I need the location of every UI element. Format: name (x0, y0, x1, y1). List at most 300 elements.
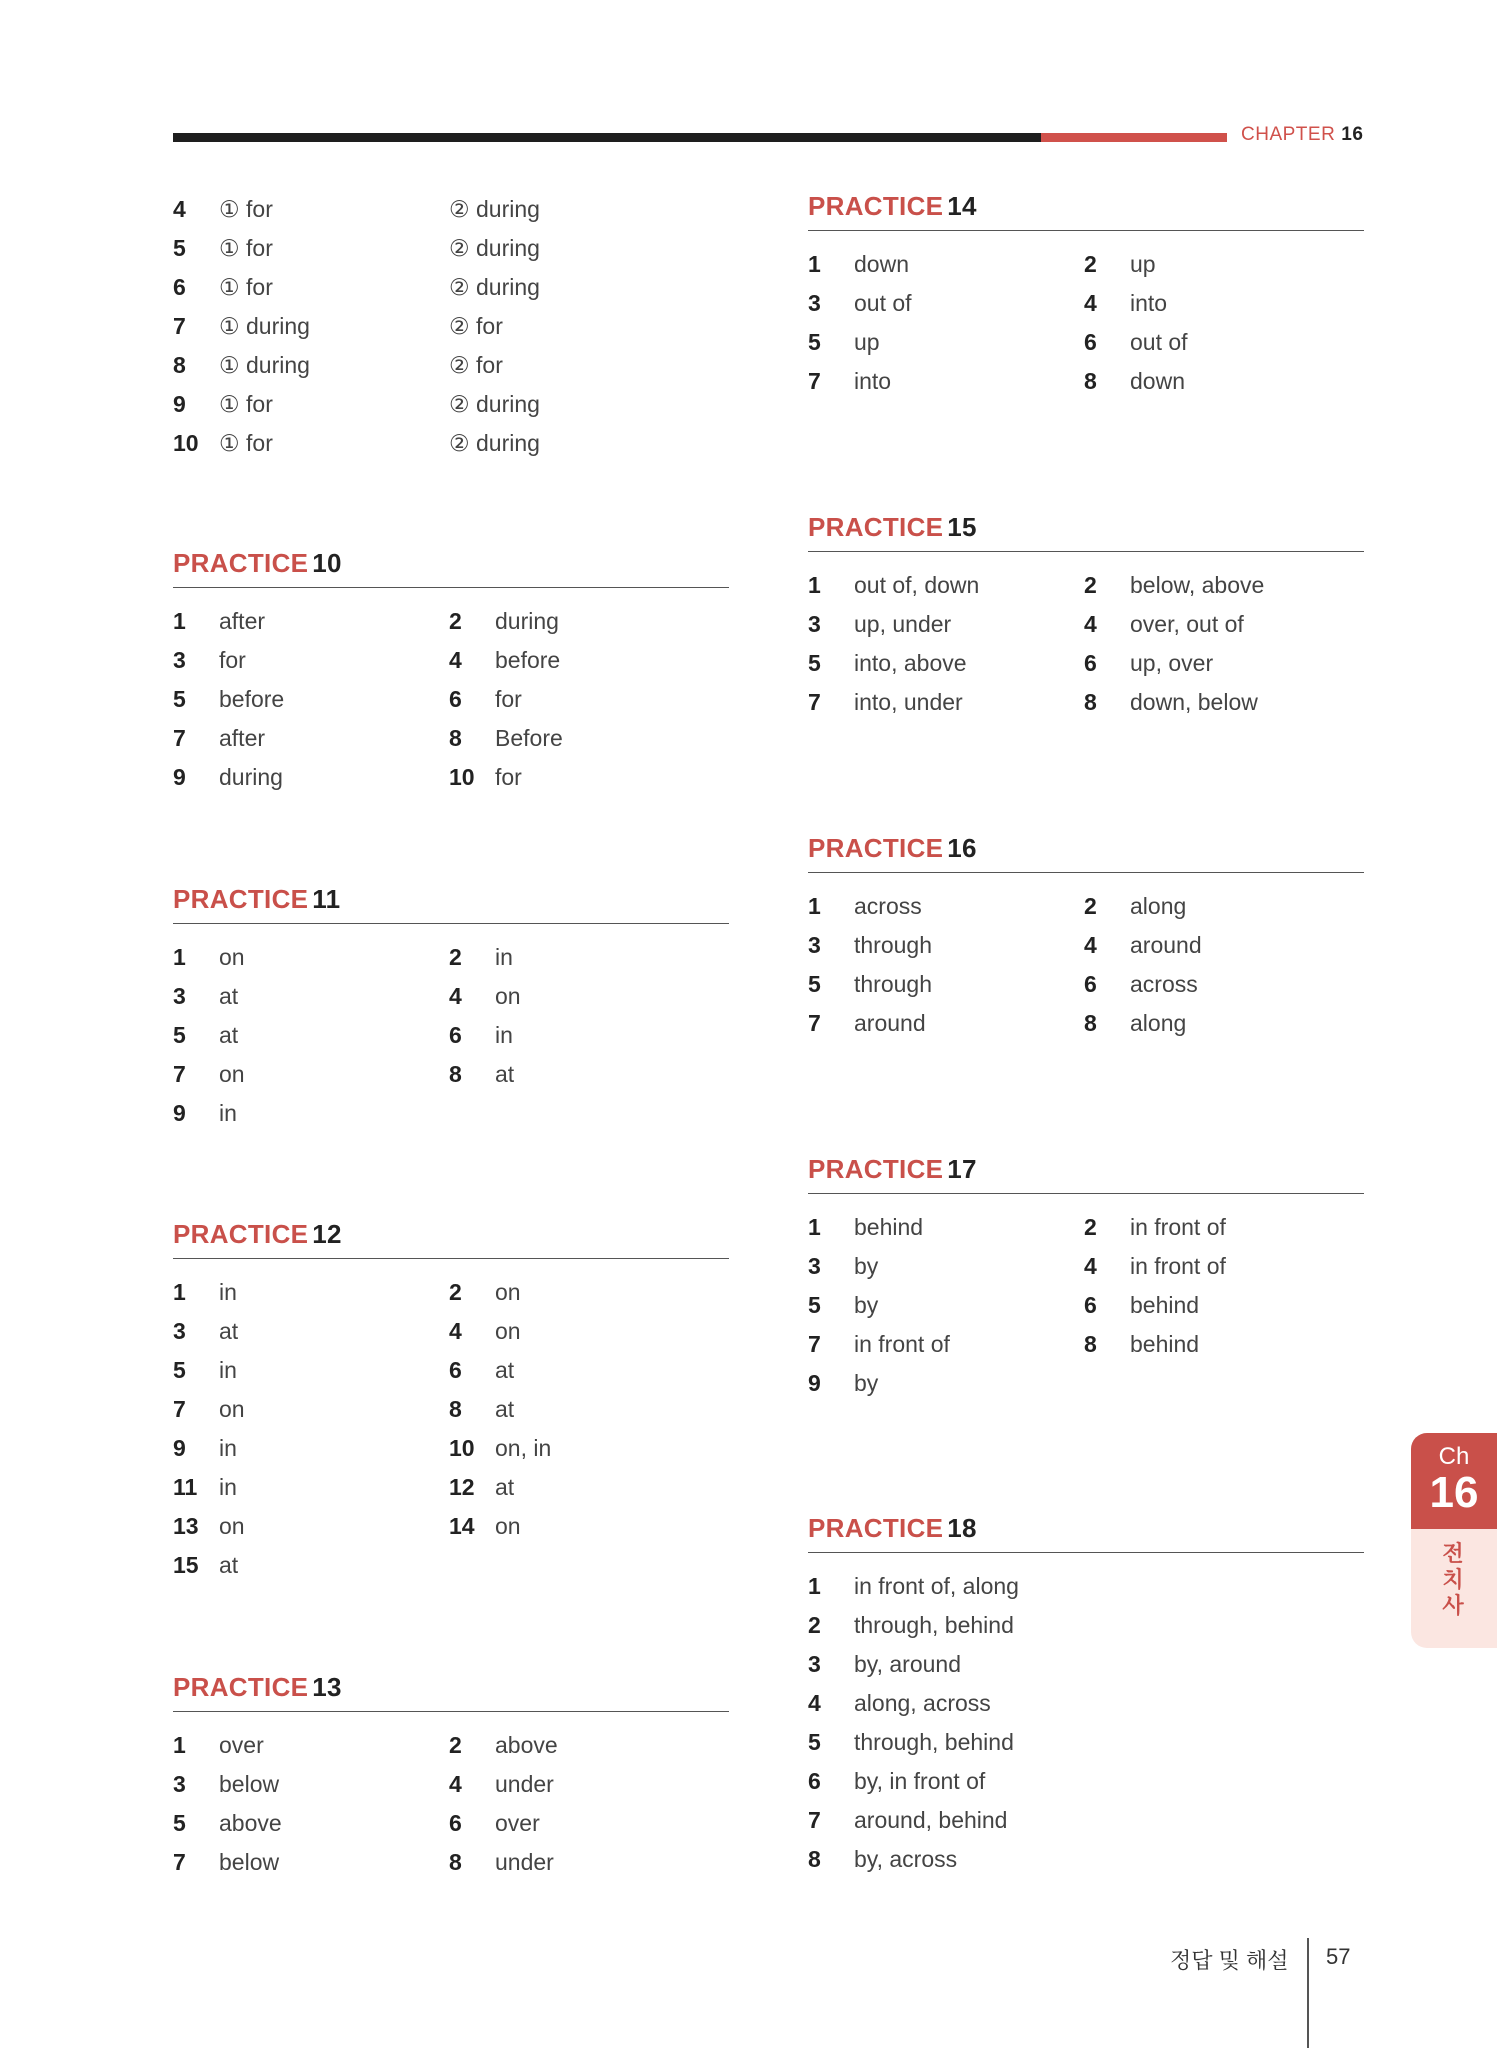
answer-item (173, 1843, 449, 1882)
page-number: 57 (1326, 1944, 1351, 1969)
answer-text: up (854, 329, 880, 355)
answer-text: for (495, 686, 522, 712)
answer-grid (173, 602, 729, 797)
practice-18 (808, 1512, 1364, 1879)
answer-grid (173, 938, 729, 1133)
answer-item (173, 977, 449, 1016)
continuation-answers (173, 190, 729, 463)
answer-item (173, 385, 449, 424)
practice-11 (173, 883, 729, 1133)
answer-item (1084, 605, 1364, 644)
answer-item (808, 1325, 1084, 1364)
answer-number: 1 (173, 944, 186, 970)
answer-item (173, 641, 449, 680)
answer-text: out of (854, 290, 912, 316)
answer-item (173, 1546, 449, 1585)
answer-number: 5 (808, 971, 821, 997)
chapter-side-tab (1411, 1433, 1497, 1648)
answer-item (173, 424, 449, 463)
answer-item (449, 424, 729, 463)
answer-number: 8 (449, 1396, 462, 1422)
answer-number: 2 (808, 1612, 821, 1638)
answer-text: at (219, 1552, 239, 1578)
answer-item (173, 190, 449, 229)
answer-text: ① during (219, 313, 310, 339)
answer-text: on (495, 1318, 521, 1344)
answer-number: 7 (808, 689, 821, 715)
answer-text: along, across (854, 1690, 991, 1716)
answer-number: 3 (808, 1651, 821, 1677)
answer-item (1084, 1004, 1364, 1043)
answer-text: into (1130, 290, 1168, 316)
answer-item (1084, 566, 1364, 605)
answer-text: over (219, 1732, 264, 1758)
answer-item (808, 1286, 1084, 1325)
answer-item (173, 719, 449, 758)
answer-text: at (495, 1357, 515, 1383)
answer-text: in (219, 1435, 237, 1461)
answer-item (173, 1273, 449, 1312)
answer-text: on (219, 1061, 245, 1087)
answer-item (808, 926, 1084, 965)
answer-number: 5 (808, 1292, 821, 1318)
answer-item (173, 1804, 449, 1843)
answer-item (808, 683, 1084, 722)
footer-label: 정답 및 해설 (1170, 1948, 1289, 1973)
answer-number: 7 (808, 1331, 821, 1357)
answer-text: over (495, 1810, 540, 1836)
answer-item (449, 1351, 729, 1390)
answer-grid (808, 1567, 1364, 1879)
answer-text: for (219, 647, 246, 673)
answer-text: along (1130, 1010, 1187, 1036)
answer-item (173, 758, 449, 797)
side-tab-label: 전치사 (1442, 1541, 1464, 1618)
answer-number: 4 (449, 1318, 462, 1344)
practice-17 (808, 1153, 1364, 1403)
answer-item (449, 307, 729, 346)
answer-item (808, 1247, 1084, 1286)
answer-text: down (1130, 368, 1185, 394)
answer-text: at (495, 1061, 515, 1087)
answer-item (173, 1507, 449, 1546)
answer-text: during (495, 608, 559, 634)
answer-item (449, 938, 729, 977)
answer-number: 3 (173, 1318, 186, 1344)
answer-text: across (1130, 971, 1198, 997)
answer-text: for (495, 764, 522, 790)
answer-item (449, 1312, 729, 1351)
answer-text: on (219, 1396, 245, 1422)
answer-number: 7 (173, 725, 186, 751)
answer-number: 6 (808, 1768, 821, 1794)
answer-number: 11 (173, 1474, 198, 1500)
answer-item (449, 1507, 729, 1546)
answer-number: 7 (173, 313, 186, 339)
answer-number: 6 (449, 1357, 462, 1383)
answer-item (449, 719, 729, 758)
answer-grid (808, 566, 1364, 722)
answer-number: 14 (449, 1513, 475, 1539)
answer-item (449, 1016, 729, 1055)
section-title: PRACTICE 16 (808, 832, 1364, 873)
answer-item (808, 1004, 1084, 1043)
side-tab-header (1411, 1433, 1497, 1529)
answer-number: 2 (449, 608, 462, 634)
answer-text: out of, down (854, 572, 980, 598)
answer-number: 8 (1084, 689, 1097, 715)
answer-item (1084, 245, 1364, 284)
answer-item (449, 758, 729, 797)
answer-text: ① for (219, 196, 273, 222)
practice-14 (808, 190, 1364, 401)
section-title: PRACTICE 17 (808, 1153, 1364, 1194)
answer-number: 2 (1084, 572, 1097, 598)
section-title: PRACTICE 18 (808, 1512, 1364, 1553)
answer-item (173, 1312, 449, 1351)
answer-item (1084, 284, 1364, 323)
answer-item (808, 1567, 1364, 1606)
answer-number: 9 (173, 764, 186, 790)
answer-item (808, 1684, 1364, 1723)
answer-text: at (219, 983, 239, 1009)
answer-text: through, behind (854, 1612, 1014, 1638)
answer-text: above (219, 1810, 282, 1836)
answer-item (449, 1726, 729, 1765)
answer-text: into, above (854, 650, 967, 676)
answer-item (808, 1364, 1084, 1403)
answer-number: 4 (173, 196, 186, 222)
answer-text: on (219, 1513, 245, 1539)
answer-number: 7 (808, 1807, 821, 1833)
answer-text: ② during (449, 391, 540, 417)
answer-text: by (854, 1370, 879, 1396)
answer-item (173, 602, 449, 641)
answer-text: ② for (449, 313, 503, 339)
answer-item (1084, 1208, 1364, 1247)
answer-item (173, 307, 449, 346)
answer-item (449, 1843, 729, 1882)
answer-text: below (219, 1849, 280, 1875)
answer-item (1084, 362, 1364, 401)
side-tab-ch: Ch (1438, 1443, 1470, 1470)
answer-number: 8 (1084, 368, 1097, 394)
answer-text: across (854, 893, 922, 919)
answer-item (808, 887, 1084, 926)
answer-text: around (1130, 932, 1202, 958)
answer-text: down (854, 251, 909, 277)
answer-number: 1 (808, 1573, 821, 1599)
answer-number: 2 (449, 1732, 462, 1758)
answer-number: 2 (449, 944, 462, 970)
practice-10 (173, 547, 729, 797)
answer-grid (173, 190, 729, 463)
answer-item (173, 1094, 449, 1133)
answer-number: 6 (449, 686, 462, 712)
answer-item (449, 1055, 729, 1094)
answer-item (1084, 644, 1364, 683)
answer-item (449, 1273, 729, 1312)
answer-grid (173, 1273, 729, 1585)
answer-number: 1 (808, 572, 821, 598)
answer-text: above (495, 1732, 558, 1758)
answer-number: 3 (173, 647, 186, 673)
answer-text: in (219, 1279, 237, 1305)
answer-text: by (854, 1253, 879, 1279)
chapter-number: 16 (1341, 124, 1364, 145)
answer-number: 2 (1084, 251, 1097, 277)
answer-text: ① during (219, 352, 310, 378)
answer-text: at (495, 1396, 515, 1422)
answer-item (808, 1840, 1364, 1879)
answer-number: 8 (1084, 1331, 1097, 1357)
answer-text: during (219, 764, 283, 790)
answer-number: 1 (173, 608, 186, 634)
answer-item (173, 1390, 449, 1429)
answer-number: 4 (1084, 611, 1097, 637)
answer-text: under (495, 1849, 554, 1875)
answer-number: 2 (1084, 1214, 1097, 1240)
answer-text: along (1130, 893, 1187, 919)
answer-item (449, 346, 729, 385)
answer-number: 9 (173, 1100, 186, 1126)
answer-text: ② during (449, 430, 540, 456)
answer-number: 4 (1084, 1253, 1097, 1279)
answer-text: into (854, 368, 892, 394)
section-title: PRACTICE 12 (173, 1218, 729, 1259)
answer-number: 5 (173, 235, 186, 261)
answer-text: in front of (854, 1331, 950, 1357)
answer-item (808, 1723, 1364, 1762)
answer-text: before (219, 686, 285, 712)
answer-number: 8 (449, 1849, 462, 1875)
answer-text: in (495, 944, 513, 970)
answer-number: 9 (173, 391, 186, 417)
answer-item (808, 245, 1084, 284)
answer-text: up, under (854, 611, 952, 637)
answer-number: 13 (173, 1513, 199, 1539)
answer-number: 8 (449, 725, 462, 751)
answer-item (173, 346, 449, 385)
answer-number: 2 (1084, 893, 1097, 919)
answer-item (173, 938, 449, 977)
answer-item (808, 1645, 1364, 1684)
answer-number: 4 (1084, 290, 1097, 316)
answer-number: 5 (808, 650, 821, 676)
answer-number: 4 (449, 647, 462, 673)
answer-text: below, above (1130, 572, 1265, 598)
answer-item (173, 1726, 449, 1765)
answer-text: Before (495, 725, 563, 751)
answer-text: below (219, 1771, 280, 1797)
answer-number: 5 (173, 1357, 186, 1383)
answer-item (808, 1606, 1364, 1645)
answer-number: 7 (808, 368, 821, 394)
answer-text: in front of (1130, 1214, 1226, 1240)
section-title: PRACTICE 11 (173, 883, 729, 924)
answer-item (173, 1468, 449, 1507)
answer-text: in (495, 1022, 513, 1048)
answer-item (1084, 887, 1364, 926)
answer-number: 9 (808, 1370, 821, 1396)
answer-item (173, 1016, 449, 1055)
answer-text: ② during (449, 196, 540, 222)
answer-number: 4 (449, 1771, 462, 1797)
answer-item (449, 1765, 729, 1804)
answer-text: on (495, 1279, 521, 1305)
answer-text: around, behind (854, 1807, 1008, 1833)
answer-text: through (854, 932, 933, 958)
section-title: PRACTICE 13 (173, 1671, 729, 1712)
answer-text: under (495, 1771, 554, 1797)
answer-number: 7 (173, 1061, 186, 1087)
answer-item (173, 1055, 449, 1094)
answer-item (1084, 1286, 1364, 1325)
answer-text: around (854, 1010, 926, 1036)
answer-number: 3 (808, 1253, 821, 1279)
practice-12 (173, 1218, 729, 1585)
answer-number: 1 (808, 251, 821, 277)
answer-number: 2 (449, 1279, 462, 1305)
answer-text: on (495, 1513, 521, 1539)
answer-item (449, 1468, 729, 1507)
answer-item (808, 1801, 1364, 1840)
answer-number: 8 (173, 352, 186, 378)
answer-text: ② during (449, 235, 540, 261)
answer-text: ① for (219, 274, 273, 300)
answer-number: 8 (1084, 1010, 1097, 1036)
answer-item (449, 602, 729, 641)
answer-text: on, in (495, 1435, 552, 1461)
answer-number: 6 (1084, 971, 1097, 997)
answer-grid (808, 245, 1364, 401)
header-rule-accent (1041, 133, 1227, 142)
answer-number: 6 (1084, 1292, 1097, 1318)
answer-number: 5 (173, 1810, 186, 1836)
answer-number: 4 (1084, 932, 1097, 958)
answer-number: 8 (808, 1846, 821, 1872)
answer-item (1084, 1247, 1364, 1286)
answer-item (808, 362, 1084, 401)
answer-text: in front of (1130, 1253, 1226, 1279)
answer-number: 6 (1084, 650, 1097, 676)
answer-text: at (495, 1474, 515, 1500)
answer-item (1084, 926, 1364, 965)
answer-text: by, around (854, 1651, 961, 1677)
answer-text: through (854, 971, 933, 997)
answer-number: 10 (173, 430, 199, 456)
chapter-label: CHAPTER 16 (1241, 124, 1364, 145)
answer-text: behind (854, 1214, 924, 1240)
answer-text: in front of, along (854, 1573, 1019, 1599)
answer-item (449, 1804, 729, 1843)
answer-text: after (219, 608, 266, 634)
answer-number: 3 (173, 983, 186, 1009)
footer-divider (1307, 1938, 1309, 2048)
answer-text: out of (1130, 329, 1188, 355)
answer-grid (173, 1726, 729, 1882)
answer-text: up, over (1130, 650, 1214, 676)
practice-15 (808, 511, 1364, 722)
answer-text: on (219, 944, 245, 970)
answer-item (449, 268, 729, 307)
answer-text: in (219, 1100, 237, 1126)
answer-item (808, 1208, 1084, 1247)
answer-item (808, 644, 1084, 683)
answer-text: behind (1130, 1331, 1200, 1357)
answer-item (449, 1429, 729, 1468)
section-title: PRACTICE 14 (808, 190, 1364, 231)
answer-text: by, across (854, 1846, 958, 1872)
answer-number: 15 (173, 1552, 199, 1578)
answer-item (808, 566, 1084, 605)
answer-number: 3 (808, 932, 821, 958)
answer-text: over, out of (1130, 611, 1244, 637)
answer-number: 8 (449, 1061, 462, 1087)
answer-number: 1 (173, 1279, 186, 1305)
practice-13 (173, 1671, 729, 1882)
answer-number: 3 (808, 611, 821, 637)
answer-number: 1 (808, 893, 821, 919)
answer-item (449, 190, 729, 229)
header-rule-dark (173, 133, 1041, 142)
answer-item (808, 605, 1084, 644)
answer-number: 7 (173, 1849, 186, 1875)
answer-item (1084, 683, 1364, 722)
answer-number: 6 (449, 1810, 462, 1836)
answer-number: 7 (173, 1396, 186, 1422)
side-tab-number: 16 (1429, 1468, 1479, 1517)
answer-item (808, 1762, 1364, 1801)
answer-number: 7 (808, 1010, 821, 1036)
answer-text: on (495, 983, 521, 1009)
answer-item (808, 323, 1084, 362)
answer-number: 5 (173, 1022, 186, 1048)
answer-number: 3 (808, 290, 821, 316)
answer-item (808, 284, 1084, 323)
answer-text: by, in front of (854, 1768, 986, 1794)
answer-text: at (219, 1022, 239, 1048)
answer-item (449, 1390, 729, 1429)
answer-item (449, 385, 729, 424)
practice-16 (808, 832, 1364, 1043)
answer-number: 12 (449, 1474, 475, 1500)
answer-text: ① for (219, 391, 273, 417)
answer-item (173, 1765, 449, 1804)
answer-number: 6 (449, 1022, 462, 1048)
answer-text: ② for (449, 352, 503, 378)
answer-number: 5 (808, 329, 821, 355)
answer-item (173, 1351, 449, 1390)
answer-item (449, 641, 729, 680)
answer-text: behind (1130, 1292, 1200, 1318)
answer-item (1084, 323, 1364, 362)
answer-number: 5 (173, 686, 186, 712)
answer-text: into, under (854, 689, 963, 715)
answer-number: 9 (173, 1435, 186, 1461)
answer-item (449, 680, 729, 719)
answer-item (808, 965, 1084, 1004)
answer-number: 4 (449, 983, 462, 1009)
answer-number: 6 (173, 274, 186, 300)
answer-item (449, 229, 729, 268)
answer-text: at (219, 1318, 239, 1344)
answer-text: up (1130, 251, 1156, 277)
answer-text: in (219, 1357, 237, 1383)
answer-number: 6 (1084, 329, 1097, 355)
section-title: PRACTICE 10 (173, 547, 729, 588)
answer-text: through, behind (854, 1729, 1014, 1755)
